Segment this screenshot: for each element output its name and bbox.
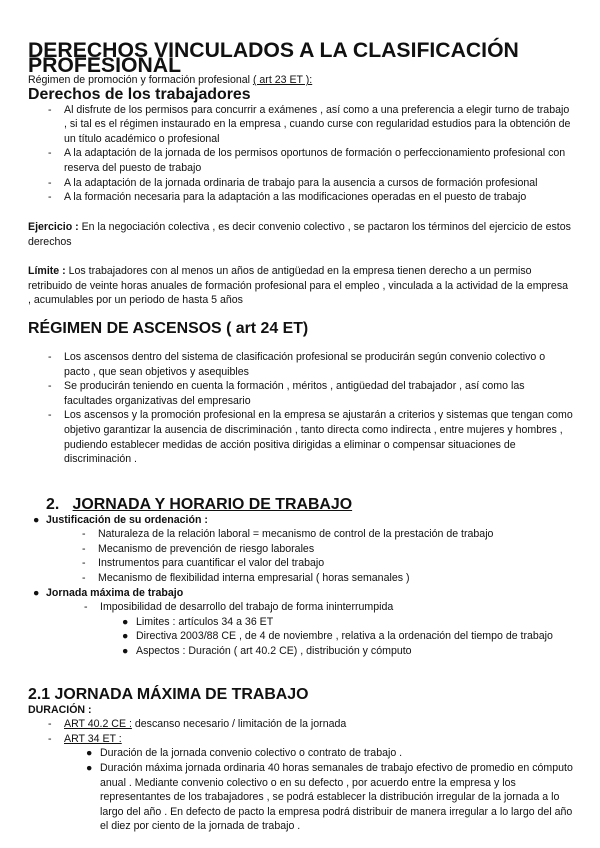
- ascensos-list: [28, 350, 573, 467]
- maxima-bullets: [28, 615, 573, 659]
- justificacion-list: [28, 527, 573, 585]
- article-reference: ( art 23 ET ):: [252, 74, 313, 87]
- list-item: - Al disfrute de los permisos para concurrir a exámenes , así como a una preferencia a elegir turno de trabajo , si tal es el régimen instaurado en la empresa , cuando curse con regularidad estudios para la obtención de un título académico o profesional: [28, 103, 573, 147]
- section-header: [28, 39, 573, 88]
- list-item: ● Aspectos : Duración ( art 40.2 CE) , distribución y cómputo: [122, 644, 412, 657]
- bullet-icon: ●: [33, 513, 40, 526]
- ascensos-body: [28, 350, 573, 467]
- list-item: - A la adaptación de la jornada de los permisos oportunos de formación o perfeccionamiento profesional con reserva del puesto de trabajo: [28, 146, 573, 175]
- list-item: - Los ascensos dentro del sistema de clasificación profesional se producirán según convenio colectivo o pacto , que sean objetivos y asequibles: [28, 350, 573, 379]
- maxima-sublist: [28, 600, 573, 615]
- ejercicio-label: Ejercicio :: [28, 221, 79, 233]
- list-item: [28, 732, 573, 747]
- list-item: - A la formación necesaria para la adaptación a las modificaciones operadas en el puesto de trabajo: [28, 190, 573, 205]
- ascensos-section: [28, 322, 573, 337]
- article-reference: ART 34 ET :: [64, 732, 122, 745]
- derechos-heading: Derechos de los trabajadores: [28, 86, 251, 103]
- list-item: - Mecanismo de prevención de riesgo laborales: [28, 542, 573, 557]
- list-item: ● Limites : artículos 34 a 36 ET: [122, 615, 274, 628]
- jornada-title: JORNADA Y HORARIO DE TRABAJO: [72, 496, 353, 513]
- ejercicio-text: En la negociación colectiva , es decir convenio colectivo , se pactaron los términos del ejercicio de estos derechos: [28, 221, 571, 248]
- list-item: ● Directiva 2003/88 CE , de 4 de noviembre , relativa a la ordenación del tiempo de trabajo: [122, 630, 553, 643]
- bullet-icon: ●: [86, 761, 93, 774]
- article-reference: ART 40.2 CE :: [64, 718, 132, 731]
- section-title: DERECHOS VINCULADOS A LA CLASIFICACIÓN PROFESIONAL: [28, 39, 519, 77]
- list-item: - Naturaleza de la relación laboral = mecanismo de control de la prestación de trabajo: [28, 527, 573, 542]
- jornada-section: [28, 498, 573, 659]
- bullet-icon: ●: [122, 615, 129, 628]
- list-item: - Instrumentos para cuantificar el valor del trabajo: [28, 556, 573, 571]
- section-number: 2.: [46, 496, 60, 513]
- limite-paragraph: [28, 264, 573, 308]
- bullet-icon: ●: [122, 644, 129, 657]
- maxima-label: Jornada máxima de trabajo: [46, 586, 184, 599]
- list-item: - ART 40.2 CE : descanso necesario / limitación de la jornada: [28, 717, 573, 732]
- list-item: - A la adaptación de la jornada ordinaria de trabajo para la ausencia a cursos de formación profesional: [28, 176, 573, 191]
- duracion-heading: DURACIÓN :: [28, 703, 92, 716]
- maxima-list: [28, 586, 573, 601]
- maxima-item: [28, 586, 573, 601]
- bullet-icon: ●: [33, 586, 40, 599]
- art34-list: [28, 746, 573, 834]
- list-item: ● Duración máxima jornada ordinaria 40 horas semanales de trabajo efectivo de promedio en cómputo anual . Mediante convenio colectivo o en su defecto , por acuerdo entre la empresa y los representantes de los trabajadores , se podrá establecer la distribución irregular de la jornada a lo largo del año . En defecto de pacto la empresa podrá distribuir de manera irregular a lo largo del año el diez por ciento de la jornada de trabajo .: [86, 761, 573, 833]
- limite-label: Límite :: [28, 265, 66, 277]
- articulos-list: [28, 717, 573, 746]
- bullet-icon: ●: [122, 630, 129, 643]
- limite-text: Los trabajadores con al menos un años de antigüedad en la empresa tienen derecho a un permiso retribuido de veinte horas anuales de formación profesional para el empleo , vinculada a la actividad de la empresa , acumulables por un periodo de hasta 5 años: [28, 265, 569, 307]
- ejercicio-paragraph: [28, 220, 573, 249]
- bullet-icon: ●: [86, 747, 93, 760]
- list-item: - Se producirán teniendo en cuenta la formación , méritos , antigüedad del trabajador , así como las facultades organizativas del empresario: [28, 379, 573, 408]
- justificacion-label: Justificación de su ordenación :: [46, 513, 208, 526]
- jornada-heading: [28, 498, 573, 513]
- ascensos-heading: RÉGIMEN DE ASCENSOS ( art 24 ET): [28, 320, 309, 337]
- list-item: - Imposibilidad de desarrollo del trabajo de forma ininterrumpida: [64, 600, 573, 615]
- list-item: - Mecanismo de flexibilidad interna empresarial ( horas semanales ): [28, 571, 573, 586]
- jornada-list: [28, 513, 573, 528]
- jornada-maxima-section: [28, 688, 573, 834]
- derechos-section: [28, 88, 573, 205]
- derechos-list: [28, 103, 573, 205]
- jornada-maxima-heading: 2.1 JORNADA MÁXIMA DE TRABAJO: [28, 686, 309, 703]
- section-subtitle: Régimen de promoción y formación profesional ( art 23 ET ):: [28, 74, 313, 87]
- list-item: - Los ascensos y la promoción profesional en la empresa se ajustarán a criterios y sistemas que tengan como objetivo garantizar la ausencia de discriminación , tanto directa como indirecta , entre mujeres y hombres , pudiendo establecer medidas de acción positiva dirigidas a eliminar o compensar situaciones de discriminación .: [28, 408, 573, 466]
- justificacion-item: [28, 513, 573, 528]
- list-item: ● Duración de la jornada convenio colectivo o contrato de trabajo .: [86, 747, 403, 760]
